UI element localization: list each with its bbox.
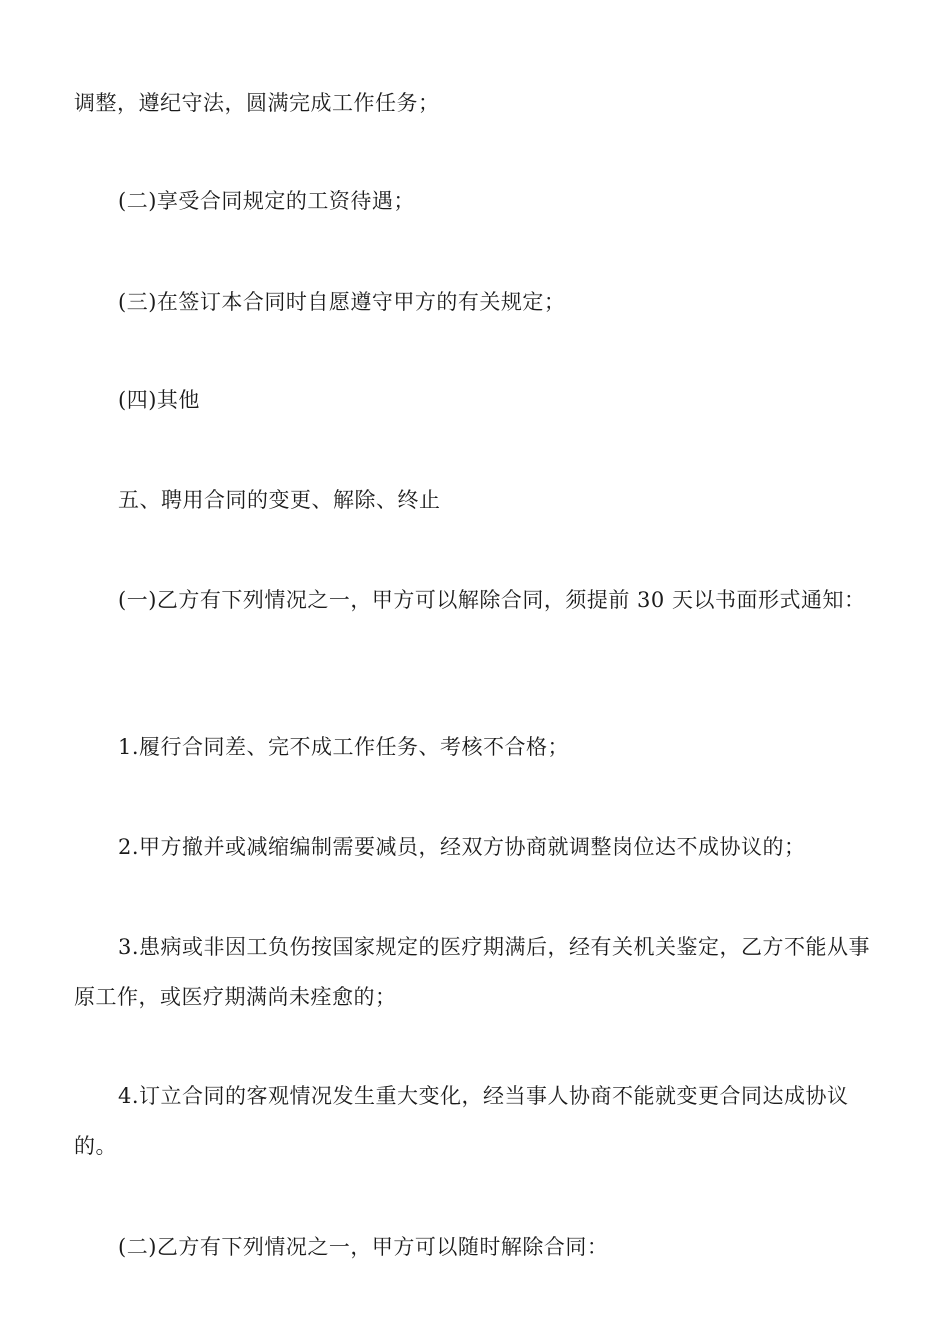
list-item-4: 4.订立合同的客观情况发生重大变化，经当事人协商不能就变更合同达成协议的。	[74, 1084, 849, 1158]
paragraph-item-4: (四)其他	[118, 388, 200, 412]
paragraph-item-3: (三)在签订本合同时自愿遵守甲方的有关规定；	[118, 290, 566, 314]
paragraph-item-2: (二)享受合同规定的工资待遇；	[118, 189, 415, 213]
list-item-2: 2.甲方撤并或减缩编制需要减员，经双方协商就调整岗位达不成协议的；	[118, 835, 806, 859]
list-item-3: 3.患病或非因工负伤按国家规定的医疗期满后，经有关机关鉴定，乙方不能从事原工作，或医疗期满尚未痊愈的；	[74, 935, 871, 1009]
paragraph-clause-1: (一)乙方有下列情况之一，甲方可以解除合同，须提前 30 天以书面形式通知：	[118, 588, 866, 612]
paragraph-clause-2: (二)乙方有下列情况之一，甲方可以随时解除合同：	[118, 1235, 609, 1259]
section-heading-5: 五、聘用合同的变更、解除、终止	[118, 488, 441, 512]
paragraph-continuation: 调整，遵纪守法，圆满完成工作任务；	[74, 91, 440, 115]
list-item-1: 1.履行合同差、完不成工作任务、考核不合格；	[118, 735, 570, 759]
